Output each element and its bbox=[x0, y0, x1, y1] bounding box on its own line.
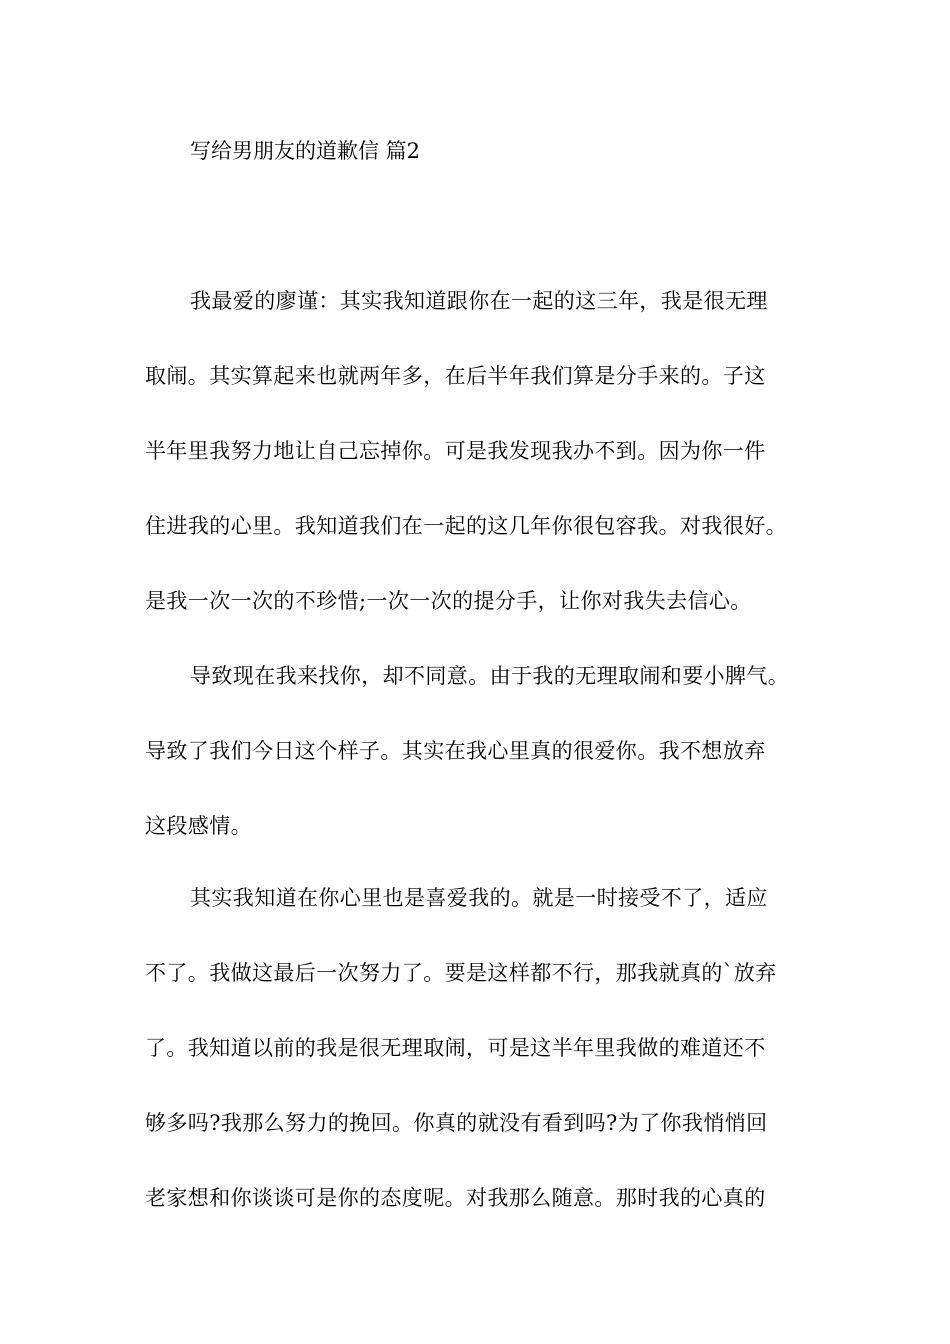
paragraph-line: 导致现在我来找你，却不同意。由于我的无理取闹和要小脾气。 bbox=[190, 664, 790, 688]
paragraph-line: 是我一次一次的不珍惜;一次一次的提分手，让你对我失去信心。 bbox=[145, 589, 752, 613]
paragraph-line: 这段感情。 bbox=[145, 814, 252, 838]
paragraph-line: 我最爱的廖谨：其实我知道跟你在一起的这三年，我是很无理 bbox=[190, 289, 768, 313]
document-title: 写给男朋友的道歉信 篇2 bbox=[190, 139, 421, 163]
paragraph-line: 不了。我做这最后一次努力了。要是这样都不行，那我就真的`放弃 bbox=[145, 961, 777, 985]
paragraph-line: 取闹。其实算起来也就两年多，在后半年我们算是分手来的。子这 bbox=[145, 364, 766, 388]
paragraph-line: 住进我的心里。我知道我们在一起的这几年你很包容我。对我很好。 bbox=[145, 514, 787, 538]
paragraph-line: 导致了我们今日这个样子。其实在我心里真的很爱你。我不想放弃 bbox=[145, 739, 766, 763]
paragraph-line: 够多吗?我那么努力的挽回。你真的就没有看到吗?为了你我悄悄回 bbox=[145, 1111, 768, 1135]
paragraph-line: 半年里我努力地让自己忘掉你。可是我发现我办不到。因为你一件 bbox=[145, 439, 766, 463]
paragraph-line: 其实我知道在你心里也是喜爱我的。就是一时接受不了，适应 bbox=[190, 886, 768, 910]
paragraph-line: 了。我知道以前的我是很无理取闹，可是这半年里我做的难道还不 bbox=[145, 1036, 766, 1060]
paragraph-line: 老家想和你谈谈可是你的态度呢。对我那么随意。那时我的心真的 bbox=[145, 1186, 766, 1210]
